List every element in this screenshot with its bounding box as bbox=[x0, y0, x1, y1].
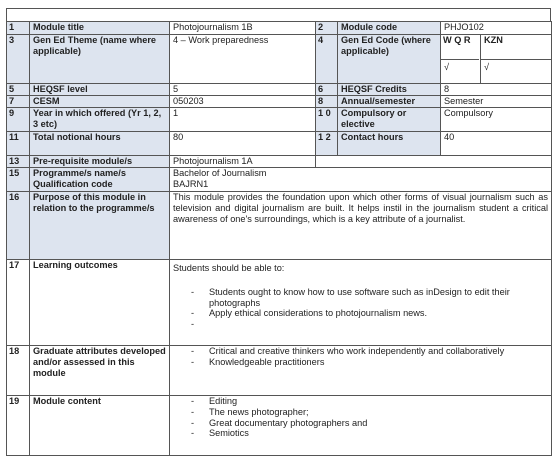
row-prerequisite bbox=[7, 156, 552, 168]
field-label: Programme/s name/s Qualification code bbox=[30, 168, 170, 192]
row-number: 4 bbox=[316, 35, 338, 84]
field-label: Purpose of this module in relation to the programme/s bbox=[30, 192, 170, 260]
year-offered-value: 1 bbox=[170, 108, 316, 132]
gen-ed-theme-value: 4 – Work preparedness bbox=[170, 35, 316, 84]
row-number: 13 bbox=[7, 156, 30, 168]
list-item: - Knowledgeable practitioners bbox=[209, 357, 548, 368]
top-header-band bbox=[6, 8, 551, 21]
field-label: HEQSF Credits bbox=[338, 84, 441, 96]
row-number: 7 bbox=[7, 96, 30, 108]
list-item: - Editing bbox=[209, 396, 548, 407]
row-year-offered bbox=[7, 108, 552, 132]
prerequisite-value: Photojournalism 1A bbox=[170, 156, 316, 168]
learning-outcomes-value bbox=[170, 260, 552, 346]
row-purpose bbox=[7, 192, 552, 260]
row-number: 15 bbox=[7, 168, 30, 192]
field-label: Pre-requisite module/s bbox=[30, 156, 170, 168]
purpose-value: This module provides the foundation upon which other forms of visual journalism such as television and digital journalism are built. It helps instil in the journalism student a critical awareness of one's surroundings, which is a key attribute of a journalist. bbox=[170, 192, 552, 260]
field-label: Module code bbox=[338, 22, 441, 35]
field-label: HEQSF level bbox=[30, 84, 170, 96]
row-number: 1 2 bbox=[316, 132, 338, 156]
row-learning-outcomes bbox=[7, 260, 552, 346]
list-item: - Critical and creative thinkers who work independently and collaboratively bbox=[209, 346, 548, 357]
module-table bbox=[6, 21, 552, 456]
field-label: Total notional hours bbox=[30, 132, 170, 156]
module-descriptor-form bbox=[6, 21, 551, 456]
notional-hours-value: 80 bbox=[170, 132, 316, 156]
field-label: Graduate attributes developed and/or assessed in this module bbox=[30, 346, 170, 396]
row-heqsf bbox=[7, 84, 552, 96]
row-programme bbox=[7, 168, 552, 192]
qualification-code: BAJRN1 bbox=[173, 178, 209, 189]
learning-outcomes-intro: Students should be able to: bbox=[173, 263, 285, 273]
compulsory-elective-value: Compulsory bbox=[441, 108, 552, 132]
field-label: Learning outcomes bbox=[30, 260, 170, 346]
wqr-header: W Q R bbox=[441, 35, 479, 60]
row-gen-ed bbox=[7, 35, 552, 84]
module-code-value: PHJO102 bbox=[441, 22, 552, 35]
annual-semester-value: Semester bbox=[441, 96, 552, 108]
field-label: Module content bbox=[30, 396, 170, 456]
field-label: Compulsory or elective bbox=[338, 108, 441, 132]
kzn-header: KZN bbox=[481, 35, 551, 60]
list-item: - Apply ethical considerations to photojournalism news. bbox=[209, 308, 548, 319]
list-item: - Great documentary photographers and bbox=[209, 418, 548, 429]
list-item: - The news photographer; bbox=[209, 407, 548, 418]
field-label: Gen Ed Theme (name where applicable) bbox=[30, 35, 170, 84]
programme-name: Bachelor of Journalism bbox=[173, 168, 267, 178]
field-label: CESM bbox=[30, 96, 170, 108]
row-number: 9 bbox=[7, 108, 30, 132]
row-number: 5 bbox=[7, 84, 30, 96]
row-module-title bbox=[7, 22, 552, 35]
row-number: 19 bbox=[7, 396, 30, 456]
kzn-check: √ bbox=[484, 62, 490, 72]
row-number: 1 bbox=[7, 22, 30, 35]
row-cesm bbox=[7, 96, 552, 108]
row-number: 11 bbox=[7, 132, 30, 156]
field-label: Module title bbox=[30, 22, 170, 35]
module-content-list bbox=[173, 396, 548, 439]
field-label: Annual/semester bbox=[338, 96, 441, 108]
cesm-value: 050203 bbox=[170, 96, 316, 108]
graduate-attributes-list bbox=[173, 346, 548, 368]
row-module-content bbox=[7, 396, 552, 456]
learning-outcomes-list bbox=[173, 287, 548, 330]
field-label: Year in which offered (Yr 1, 2, 3 etc) bbox=[30, 108, 170, 132]
wqr-check: √ bbox=[444, 62, 450, 72]
row-number: 16 bbox=[7, 192, 30, 260]
list-item: - Students ought to know how to use software such as inDesign to edit their photographs bbox=[209, 287, 548, 309]
wqr-cell bbox=[441, 35, 481, 84]
row-number: 3 bbox=[7, 35, 30, 84]
row-number: 18 bbox=[7, 346, 30, 396]
heqsf-credits-value: 8 bbox=[441, 84, 552, 96]
module-title-value: Photojournalism 1B bbox=[170, 22, 316, 35]
row-number: 1 0 bbox=[316, 108, 338, 132]
row-number: 8 bbox=[316, 96, 338, 108]
row-notional-hours bbox=[7, 132, 552, 156]
field-label: Contact hours bbox=[338, 132, 441, 156]
field-label: Gen Ed Code (where applicable) bbox=[338, 35, 441, 84]
list-item: - Semiotics bbox=[209, 428, 548, 439]
graduate-attributes-value bbox=[170, 346, 552, 396]
row-graduate-attributes bbox=[7, 346, 552, 396]
kzn-cell bbox=[481, 35, 552, 84]
row-number: 6 bbox=[316, 84, 338, 96]
module-content-value bbox=[170, 396, 552, 456]
row-number: 2 bbox=[316, 22, 338, 35]
programme-value bbox=[170, 168, 552, 192]
row-number: 17 bbox=[7, 260, 30, 346]
heqsf-level-value: 5 bbox=[170, 84, 316, 96]
list-item bbox=[209, 319, 548, 330]
contact-hours-value: 40 bbox=[441, 132, 552, 156]
blank-cell bbox=[316, 156, 552, 168]
